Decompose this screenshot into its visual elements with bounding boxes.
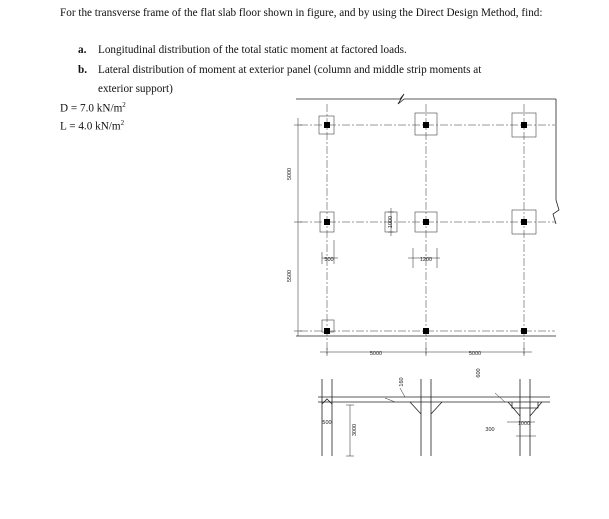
slab-break-line [553,200,559,224]
column-a2 [324,219,330,225]
grid-lines [300,104,555,356]
dead-load: D = 7.0 $kN/m^2$ [60,101,126,115]
dead-load-symbol: D [60,102,69,115]
dim-left-top: 5000 [287,167,293,181]
live-load-symbol: L [60,120,67,133]
slab-top-edge [296,94,556,104]
live-load-value: 4.0 [78,120,93,133]
item-b-label: b. [78,64,88,76]
dead-load-exp: 2 [122,101,126,109]
dim-span-1: 5000 [369,351,383,357]
section-col-right: 300 [485,427,495,433]
dim-col-left: 500 [324,257,334,263]
columns [324,122,527,334]
column-c1 [521,122,527,128]
left-dimension [294,118,302,336]
item-b-text-cont: exterior support) [98,83,173,95]
item-a-text: Longitudinal distribution of the total static moment at factored loads. [98,44,407,56]
live-load: L = 4.0 $kN/m^2$ [60,119,125,133]
section-dims [346,388,536,456]
dim-span-2: 5000 [468,351,482,357]
section-height: 3000 [352,423,358,437]
bottom-dimension [320,348,532,356]
column-c3 [521,328,527,334]
column-a1 [324,122,330,128]
section-drop: 600 [476,368,482,378]
column-b1 [423,122,429,128]
live-load-unit: kN/m [95,120,121,133]
item-a-label: a. [78,44,87,56]
column-b3 [423,328,429,334]
section-slab: 160 [399,377,405,387]
problem-statement: For the transverse frame of the flat slab floor shown in figure, and by using the Direct Design Method, find: [60,7,543,19]
section-view [318,379,550,456]
live-load-exp: 2 [120,119,125,127]
dim-drop-width: 1000 [388,215,394,229]
column-a3 [324,328,330,334]
section-cap: 1000 [517,421,531,427]
item-b-text: Lateral distribution of moment at exterior panel (column and middle strip moments at [98,64,482,76]
column-b2 [423,219,429,225]
column-size-dims [322,240,440,268]
dead-load-value: 7.0 [80,102,94,115]
column-c2 [521,219,527,225]
section-col-left: 500 [322,420,332,426]
dead-load-unit: kN/m [96,102,123,115]
dim-left-bottom: 5500 [287,269,293,283]
dim-col-mid: 1200 [419,257,433,263]
